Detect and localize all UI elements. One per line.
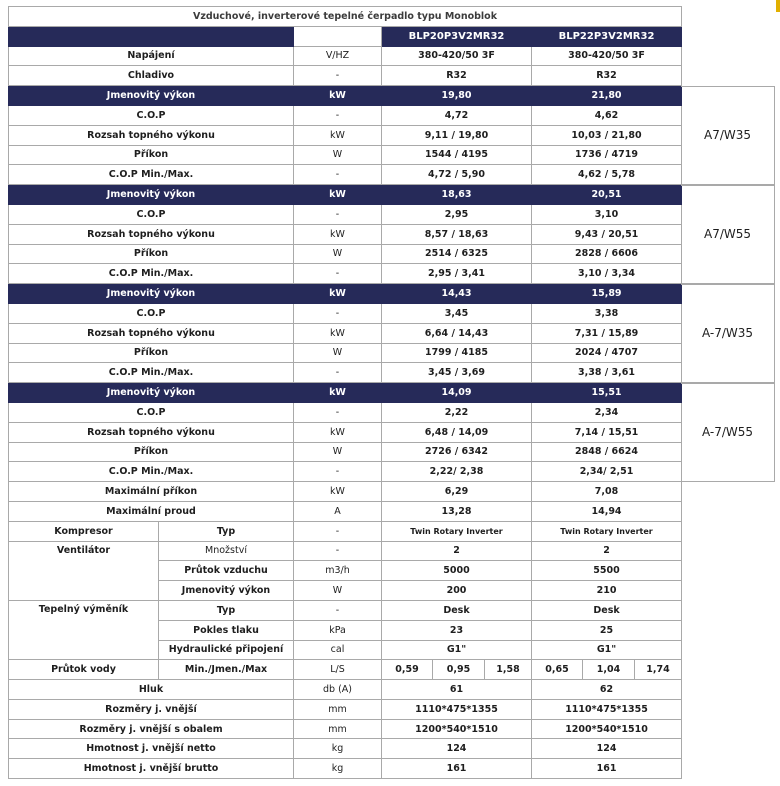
bottom-row bbox=[9, 739, 682, 759]
unit-cell: - bbox=[294, 66, 382, 86]
unit-cell: kPa bbox=[294, 620, 382, 640]
row-label: Maximální proud bbox=[9, 501, 294, 521]
value-model-1: 13,28 bbox=[382, 501, 532, 521]
unit-cell: kW bbox=[294, 185, 382, 205]
exchanger-sub: Hydraulické připojení bbox=[159, 640, 294, 660]
exchanger-sub: Pokles tlaku bbox=[159, 620, 294, 640]
unit-cell: W bbox=[294, 581, 382, 601]
value-model-1: R32 bbox=[382, 66, 532, 86]
value-model-2: 4,62 bbox=[532, 105, 682, 125]
value-model-1: 14,09 bbox=[382, 383, 532, 403]
value-model-1: Desk bbox=[382, 600, 532, 620]
performance-row bbox=[9, 462, 682, 482]
value-model-1: 2,22/ 2,38 bbox=[382, 462, 532, 482]
unit-cell: kW bbox=[294, 482, 382, 502]
flow-model-2: 1,04 bbox=[583, 660, 635, 680]
flow-model-1: 0,95 bbox=[433, 660, 485, 680]
unit-cell: - bbox=[294, 204, 382, 224]
fan-sub: Množství bbox=[159, 541, 294, 561]
value-model-2: 3,10 / 3,34 bbox=[532, 264, 682, 284]
row-label: Jmenovitý výkon bbox=[9, 284, 294, 304]
value-model-2: Desk bbox=[532, 600, 682, 620]
general-row bbox=[9, 46, 682, 66]
row-label: Maximální příkon bbox=[9, 482, 294, 502]
value-model-2: 2828 / 6606 bbox=[532, 244, 682, 264]
limit-row bbox=[9, 482, 682, 502]
row-label: C.O.P bbox=[9, 204, 294, 224]
corner-mark bbox=[776, 0, 780, 12]
unit-cell: kW bbox=[294, 383, 382, 403]
exchanger-sub: Typ bbox=[159, 600, 294, 620]
row-label: C.O.P Min./Max. bbox=[9, 264, 294, 284]
condition-label: A-7/W55 bbox=[681, 383, 775, 482]
performance-row bbox=[9, 303, 682, 323]
value-model-1: 19,80 bbox=[382, 86, 532, 106]
water-flow-row bbox=[9, 660, 682, 680]
row-label: Hmotnost j. vnější netto bbox=[9, 739, 294, 759]
model-1-header: BLP20P3V2MR32 bbox=[382, 26, 532, 46]
header-blank bbox=[9, 26, 294, 46]
performance-heading-row bbox=[9, 383, 682, 403]
row-label: C.O.P bbox=[9, 402, 294, 422]
flow-model-1: 0,59 bbox=[382, 660, 433, 680]
unit-cell: - bbox=[294, 521, 382, 541]
performance-row bbox=[9, 402, 682, 422]
value-model-2: 62 bbox=[532, 680, 682, 700]
performance-row bbox=[9, 165, 682, 185]
row-label: Rozsah topného výkonu bbox=[9, 224, 294, 244]
value-model-1: 4,72 bbox=[382, 105, 532, 125]
row-label: Rozsah topného výkonu bbox=[9, 125, 294, 145]
value-model-2: 9,43 / 20,51 bbox=[532, 224, 682, 244]
row-label: Rozměry j. vnější bbox=[9, 699, 294, 719]
compressor-label: Kompresor bbox=[9, 521, 159, 541]
performance-heading-row bbox=[9, 86, 682, 106]
header-blank-unit bbox=[294, 26, 382, 46]
value-model-1: 6,29 bbox=[382, 482, 532, 502]
row-label: Rozměry j. vnější s obalem bbox=[9, 719, 294, 739]
value-model-2: R32 bbox=[532, 66, 682, 86]
unit-cell: W bbox=[294, 244, 382, 264]
value-model-1: 2726 / 6342 bbox=[382, 442, 532, 462]
unit-cell: W bbox=[294, 442, 382, 462]
unit-cell: - bbox=[294, 303, 382, 323]
value-model-1: 2,95 bbox=[382, 204, 532, 224]
performance-row bbox=[9, 244, 682, 264]
row-label: Hmotnost j. vnější brutto bbox=[9, 759, 294, 779]
header-row bbox=[9, 26, 682, 46]
value-model-1: 18,63 bbox=[382, 185, 532, 205]
value-model-2: 20,51 bbox=[532, 185, 682, 205]
value-model-1: 8,57 / 18,63 bbox=[382, 224, 532, 244]
row-label: C.O.P Min./Max. bbox=[9, 363, 294, 383]
value-model-1: 1544 / 4195 bbox=[382, 145, 532, 165]
row-label: C.O.P Min./Max. bbox=[9, 462, 294, 482]
value-model-2: 14,94 bbox=[532, 501, 682, 521]
compressor-row bbox=[9, 521, 682, 541]
value-model-2: G1" bbox=[532, 640, 682, 660]
value-model-2: 7,31 / 15,89 bbox=[532, 323, 682, 343]
unit-cell: mm bbox=[294, 699, 382, 719]
unit-cell: - bbox=[294, 600, 382, 620]
spec-sheet bbox=[8, 6, 681, 779]
spec-table bbox=[8, 6, 682, 779]
value-model-1: 2514 / 6325 bbox=[382, 244, 532, 264]
performance-row bbox=[9, 145, 682, 165]
value-model-1: 3,45 bbox=[382, 303, 532, 323]
value-model-1: 9,11 / 19,80 bbox=[382, 125, 532, 145]
unit-cell: mm bbox=[294, 719, 382, 739]
performance-row bbox=[9, 264, 682, 284]
performance-row bbox=[9, 343, 682, 363]
value-model-1: 6,64 / 14,43 bbox=[382, 323, 532, 343]
table-title: Vzduchové, inverterové tepelné čerpadlo typu Monoblok bbox=[9, 7, 682, 27]
value-model-2: 1200*540*1510 bbox=[532, 719, 682, 739]
unit-cell: kW bbox=[294, 284, 382, 304]
value-model-2: 2024 / 4707 bbox=[532, 343, 682, 363]
performance-row bbox=[9, 323, 682, 343]
value-model-1: 61 bbox=[382, 680, 532, 700]
value-model-2: 3,38 bbox=[532, 303, 682, 323]
value-model-2: Twin Rotary Inverter bbox=[532, 521, 682, 541]
value-model-2: 15,89 bbox=[532, 284, 682, 304]
unit-cell: kg bbox=[294, 759, 382, 779]
performance-row bbox=[9, 422, 682, 442]
row-label: Příkon bbox=[9, 145, 294, 165]
value-model-1: 200 bbox=[382, 581, 532, 601]
title-row bbox=[9, 7, 682, 27]
unit-cell: - bbox=[294, 541, 382, 561]
unit-cell: m3/h bbox=[294, 561, 382, 581]
bottom-row bbox=[9, 719, 682, 739]
unit-cell: kW bbox=[294, 224, 382, 244]
value-model-1: 161 bbox=[382, 759, 532, 779]
value-model-1: 1799 / 4185 bbox=[382, 343, 532, 363]
value-model-2: 1110*475*1355 bbox=[532, 699, 682, 719]
row-label: Příkon bbox=[9, 244, 294, 264]
unit-cell: cal bbox=[294, 640, 382, 660]
fan-sub: Průtok vzduchu bbox=[159, 561, 294, 581]
row-label: C.O.P bbox=[9, 105, 294, 125]
value-model-2: 1736 / 4719 bbox=[532, 145, 682, 165]
unit-cell: W bbox=[294, 145, 382, 165]
unit-cell: - bbox=[294, 264, 382, 284]
bottom-row bbox=[9, 759, 682, 779]
row-label: C.O.P Min./Max. bbox=[9, 165, 294, 185]
fan-label: Ventilátor bbox=[9, 541, 159, 600]
unit-cell: db (A) bbox=[294, 680, 382, 700]
bottom-row bbox=[9, 699, 682, 719]
flow-model-1: 1,58 bbox=[485, 660, 532, 680]
unit-cell: kW bbox=[294, 125, 382, 145]
value-model-2: 15,51 bbox=[532, 383, 682, 403]
unit-cell: - bbox=[294, 462, 382, 482]
value-model-2: 2,34/ 2,51 bbox=[532, 462, 682, 482]
row-label: Jmenovitý výkon bbox=[9, 185, 294, 205]
value-model-1: 4,72 / 5,90 bbox=[382, 165, 532, 185]
value-model-1: 1200*540*1510 bbox=[382, 719, 532, 739]
condition-label: A7/W55 bbox=[681, 185, 775, 284]
value-model-2: 161 bbox=[532, 759, 682, 779]
unit-cell: - bbox=[294, 402, 382, 422]
value-model-1: G1" bbox=[382, 640, 532, 660]
value-model-1: 3,45 / 3,69 bbox=[382, 363, 532, 383]
value-model-2: 21,80 bbox=[532, 86, 682, 106]
row-label: Chladivo bbox=[9, 66, 294, 86]
performance-heading-row bbox=[9, 284, 682, 304]
value-model-1: 5000 bbox=[382, 561, 532, 581]
general-row bbox=[9, 66, 682, 86]
performance-row bbox=[9, 224, 682, 244]
performance-row bbox=[9, 105, 682, 125]
unit-cell: kW bbox=[294, 323, 382, 343]
performance-row bbox=[9, 363, 682, 383]
value-model-2: 5500 bbox=[532, 561, 682, 581]
water-flow-sub: Min./Jmen./Max bbox=[159, 660, 294, 680]
value-model-1: 14,43 bbox=[382, 284, 532, 304]
row-label: Rozsah topného výkonu bbox=[9, 422, 294, 442]
unit-cell: kg bbox=[294, 739, 382, 759]
row-label: C.O.P bbox=[9, 303, 294, 323]
value-model-2: 10,03 / 21,80 bbox=[532, 125, 682, 145]
row-label: Rozsah topného výkonu bbox=[9, 323, 294, 343]
value-model-2: 3,38 / 3,61 bbox=[532, 363, 682, 383]
value-model-1: 23 bbox=[382, 620, 532, 640]
fan-row bbox=[9, 541, 682, 561]
unit-cell: V/HZ bbox=[294, 46, 382, 66]
value-model-2: 2 bbox=[532, 541, 682, 561]
value-model-2: 380-420/50 3F bbox=[532, 46, 682, 66]
row-label: Příkon bbox=[9, 343, 294, 363]
unit-cell: - bbox=[294, 363, 382, 383]
exchanger-row bbox=[9, 600, 682, 620]
row-label: Příkon bbox=[9, 442, 294, 462]
value-model-2: 2848 / 6624 bbox=[532, 442, 682, 462]
value-model-1: 2,95 / 3,41 bbox=[382, 264, 532, 284]
value-model-1: 2 bbox=[382, 541, 532, 561]
limit-row bbox=[9, 501, 682, 521]
value-model-1: 380-420/50 3F bbox=[382, 46, 532, 66]
performance-row bbox=[9, 125, 682, 145]
row-label: Jmenovitý výkon bbox=[9, 86, 294, 106]
value-model-2: 7,14 / 15,51 bbox=[532, 422, 682, 442]
flow-model-2: 1,74 bbox=[635, 660, 682, 680]
value-model-1: 124 bbox=[382, 739, 532, 759]
value-model-2: 3,10 bbox=[532, 204, 682, 224]
condition-label: A7/W35 bbox=[681, 86, 775, 185]
value-model-2: 2,34 bbox=[532, 402, 682, 422]
row-label: Napájení bbox=[9, 46, 294, 66]
unit-cell: - bbox=[294, 105, 382, 125]
performance-row bbox=[9, 204, 682, 224]
condition-label: A-7/W35 bbox=[681, 284, 775, 383]
unit-cell: A bbox=[294, 501, 382, 521]
value-model-2: 210 bbox=[532, 581, 682, 601]
value-model-2: 124 bbox=[532, 739, 682, 759]
unit-cell: - bbox=[294, 165, 382, 185]
model-2-header: BLP22P3V2MR32 bbox=[532, 26, 682, 46]
compressor-sub: Typ bbox=[159, 521, 294, 541]
row-label: Jmenovitý výkon bbox=[9, 383, 294, 403]
exchanger-label: Tepelný výměník bbox=[9, 600, 159, 659]
unit-cell: kW bbox=[294, 422, 382, 442]
unit-cell: kW bbox=[294, 86, 382, 106]
value-model-1: 2,22 bbox=[382, 402, 532, 422]
value-model-2: 7,08 bbox=[532, 482, 682, 502]
performance-row bbox=[9, 442, 682, 462]
unit-cell: L/S bbox=[294, 660, 382, 680]
value-model-1: 6,48 / 14,09 bbox=[382, 422, 532, 442]
value-model-1: Twin Rotary Inverter bbox=[382, 521, 532, 541]
value-model-1: 1110*475*1355 bbox=[382, 699, 532, 719]
unit-cell: W bbox=[294, 343, 382, 363]
row-label: Hluk bbox=[9, 680, 294, 700]
bottom-row bbox=[9, 680, 682, 700]
performance-heading-row bbox=[9, 185, 682, 205]
value-model-2: 25 bbox=[532, 620, 682, 640]
flow-model-2: 0,65 bbox=[532, 660, 583, 680]
value-model-2: 4,62 / 5,78 bbox=[532, 165, 682, 185]
water-flow-label: Průtok vody bbox=[9, 660, 159, 680]
fan-sub: Jmenovitý výkon bbox=[159, 581, 294, 601]
